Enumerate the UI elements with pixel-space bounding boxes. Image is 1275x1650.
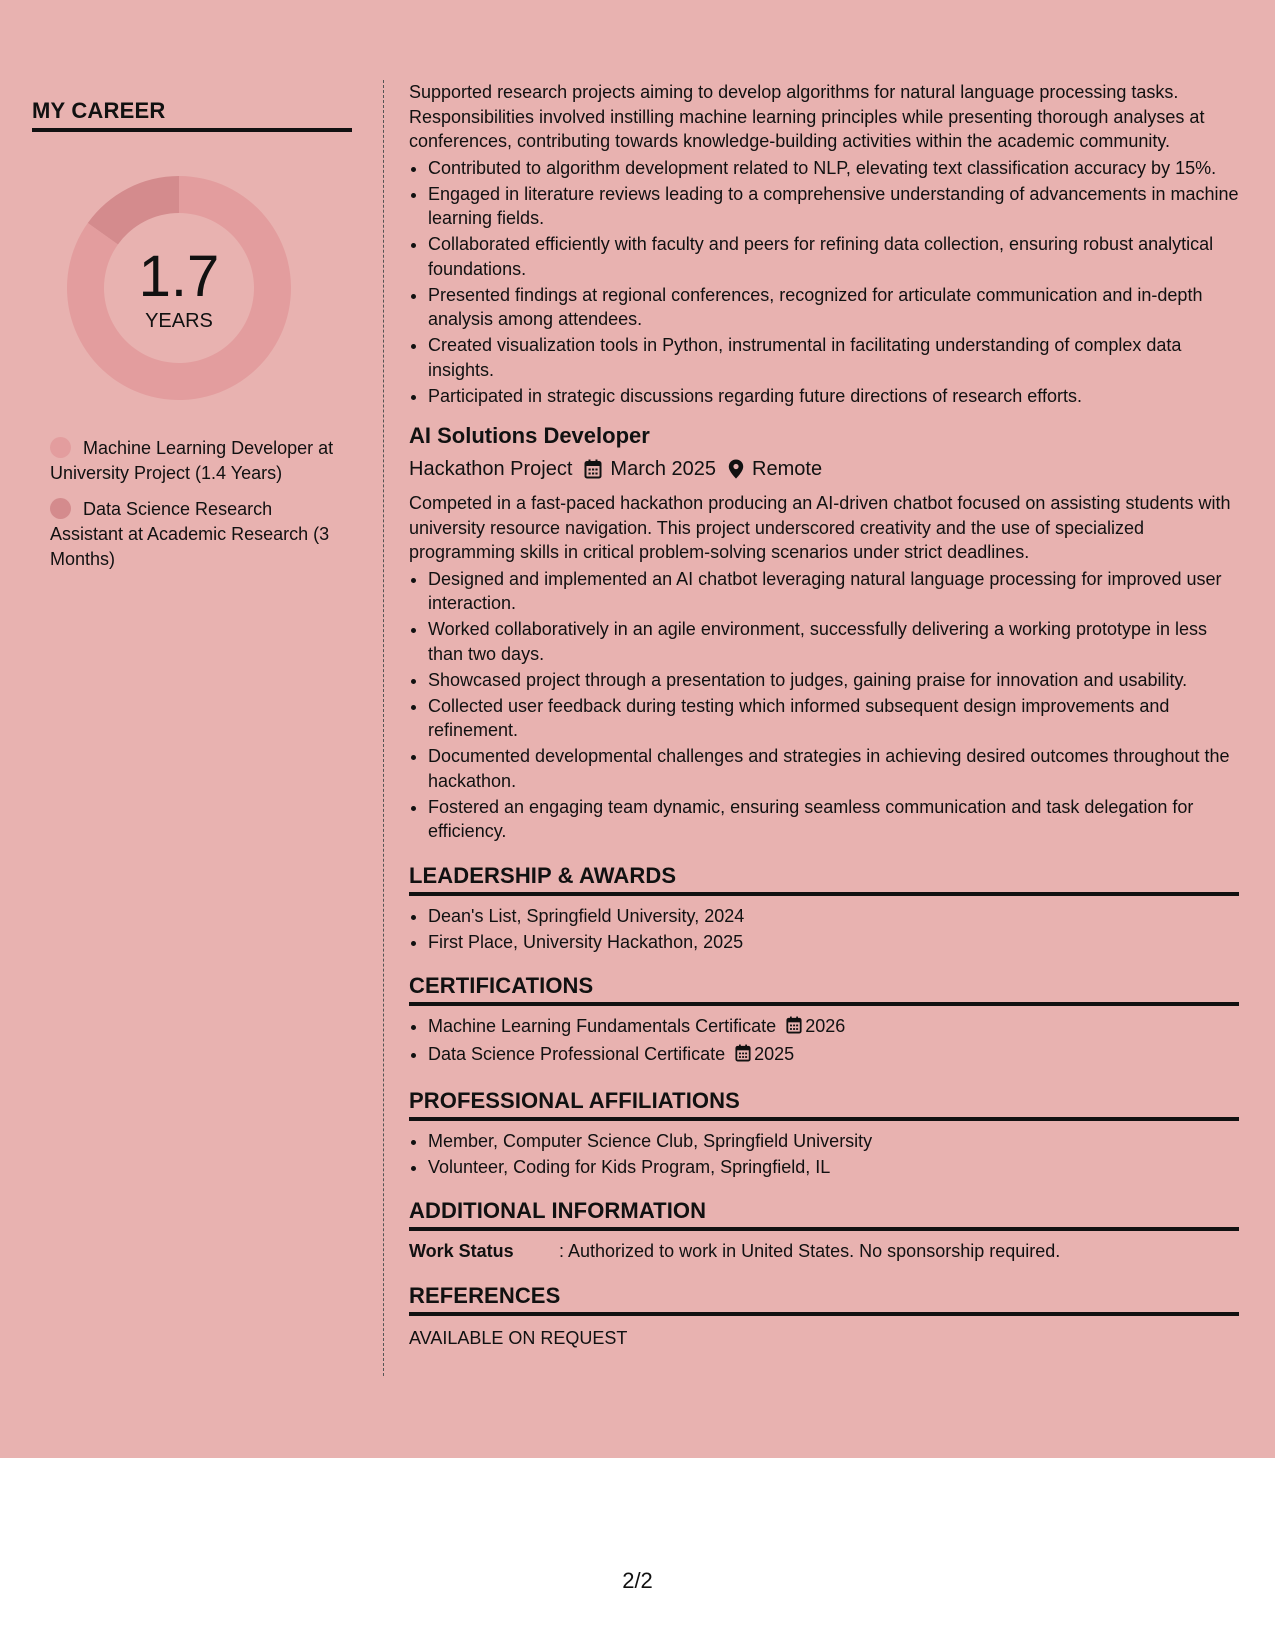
job1-bullets bbox=[409, 156, 1239, 409]
work-status-label: Work Status bbox=[409, 1241, 514, 1261]
list-item: • Collected user feedback during testing which informed subsequent design improvements and refinement. bbox=[428, 694, 1239, 743]
career-donut-chart bbox=[67, 176, 291, 400]
list-item: • Member, Computer Science Club, Springfield University bbox=[428, 1129, 1239, 1154]
job2-description: Competed in a fast-paced hackathon producing an AI-driven chatbot focused on assisting students with university resource navigation. This project underscored creativity and the use of specialized programming skills in critical problem-solving scenarios under strict deadlines. bbox=[409, 493, 1231, 562]
list-item: • Dean's List, Springfield University, 2024 bbox=[428, 904, 1239, 929]
affiliations-heading: PROFESSIONAL AFFILIATIONS bbox=[409, 1087, 1239, 1121]
additional-info-heading: ADDITIONAL INFORMATION bbox=[409, 1197, 1239, 1231]
legend-dot bbox=[50, 437, 71, 458]
certifications-heading: CERTIFICATIONS bbox=[409, 972, 1239, 1006]
affiliations-list bbox=[409, 1129, 1239, 1180]
references-heading: REFERENCES bbox=[409, 1282, 1239, 1316]
list-item: • Participated in strategic discussions regarding future directions of research efforts. bbox=[428, 384, 1239, 409]
list-item: • Volunteer, Coding for Kids Program, Springfield, IL bbox=[428, 1155, 1239, 1180]
list-item: • Engaged in literature reviews leading to a comprehensive understanding of advancements in machine learning fields. bbox=[428, 182, 1239, 231]
certifications-list bbox=[409, 1014, 1239, 1069]
job2-title: AI Solutions Developer bbox=[409, 423, 650, 448]
certification-name: Data Science Professional Certificate bbox=[428, 1044, 726, 1064]
work-status-row bbox=[409, 1239, 1239, 1264]
references-text: AVAILABLE ON REQUEST bbox=[409, 1327, 628, 1348]
job2-location: Remote bbox=[752, 458, 823, 480]
job2-meta bbox=[409, 456, 1239, 482]
legend-dot bbox=[50, 498, 71, 519]
list-item: • Fostered an engaging team dynamic, ensuring seamless communication and task delegation for efficiency. bbox=[428, 795, 1239, 844]
calendar-icon bbox=[584, 459, 602, 479]
location-pin-icon bbox=[728, 459, 744, 479]
calendar-icon bbox=[735, 1044, 751, 1069]
career-legend bbox=[50, 436, 340, 572]
certification-year: 2025 bbox=[754, 1044, 795, 1064]
leadership-heading: LEADERSHIP & AWARDS bbox=[409, 862, 1239, 896]
main-content bbox=[409, 80, 1239, 1350]
legend-label: Machine Learning Developer at University Project (1.4 Years) bbox=[50, 438, 334, 483]
legend-label: Data Science Research Assistant at Academic Research (3 Months) bbox=[50, 499, 330, 569]
career-total-unit: YEARS bbox=[145, 309, 213, 332]
job2-date: March 2025 bbox=[610, 458, 717, 480]
list-item: • Contributed to algorithm development related to NLP, elevating text classification accuracy by 15%. bbox=[428, 156, 1239, 181]
job1-description: Supported research projects aiming to develop algorithms for natural language processing tasks. Responsibilities involved instilling machine learning principles while presenting thorough analyses at conferences, contributing towards knowledge-building activities within the academic community. bbox=[409, 82, 1205, 151]
donut-center bbox=[67, 176, 291, 400]
certification-name: Machine Learning Fundamentals Certificate bbox=[428, 1016, 777, 1036]
list-item bbox=[428, 1042, 1239, 1069]
legend-item bbox=[50, 436, 340, 486]
job2-company: Hackathon Project bbox=[409, 458, 573, 480]
list-item: • Collaborated efficiently with faculty and peers for refining data collection, ensuring robust analytical foundations. bbox=[428, 232, 1239, 281]
calendar-icon bbox=[786, 1016, 802, 1041]
list-item bbox=[428, 1014, 1239, 1041]
career-title: MY CAREER bbox=[32, 98, 352, 132]
list-item: • Designed and implemented an AI chatbot leveraging natural language processing for improved user interaction. bbox=[428, 567, 1239, 616]
column-divider bbox=[383, 80, 384, 1376]
legend-item bbox=[50, 497, 340, 572]
leadership-list bbox=[409, 904, 1239, 955]
list-item: • Showcased project through a presentation to judges, gaining praise for innovation and usability. bbox=[428, 668, 1239, 693]
list-item: • Presented findings at regional conferences, recognized for articulate communication and in-depth analysis among attendees. bbox=[428, 283, 1239, 332]
list-item: • First Place, University Hackathon, 2025 bbox=[428, 930, 1239, 955]
career-sidebar bbox=[32, 98, 352, 583]
job2-bullets bbox=[409, 567, 1239, 844]
page-number: 2/2 bbox=[622, 1568, 653, 1593]
certification-year: 2026 bbox=[805, 1016, 846, 1036]
list-item: • Worked collaboratively in an agile environment, successfully delivering a working prototype in less than two days. bbox=[428, 617, 1239, 666]
career-total-value: 1.7 bbox=[138, 243, 220, 309]
list-item: • Created visualization tools in Python, instrumental in facilitating understanding of complex data insights. bbox=[428, 333, 1239, 382]
list-item: • Documented developmental challenges and strategies in achieving desired outcomes throughout the hackathon. bbox=[428, 744, 1239, 793]
work-status-value: : Authorized to work in United States. No sponsorship required. bbox=[559, 1241, 1061, 1261]
